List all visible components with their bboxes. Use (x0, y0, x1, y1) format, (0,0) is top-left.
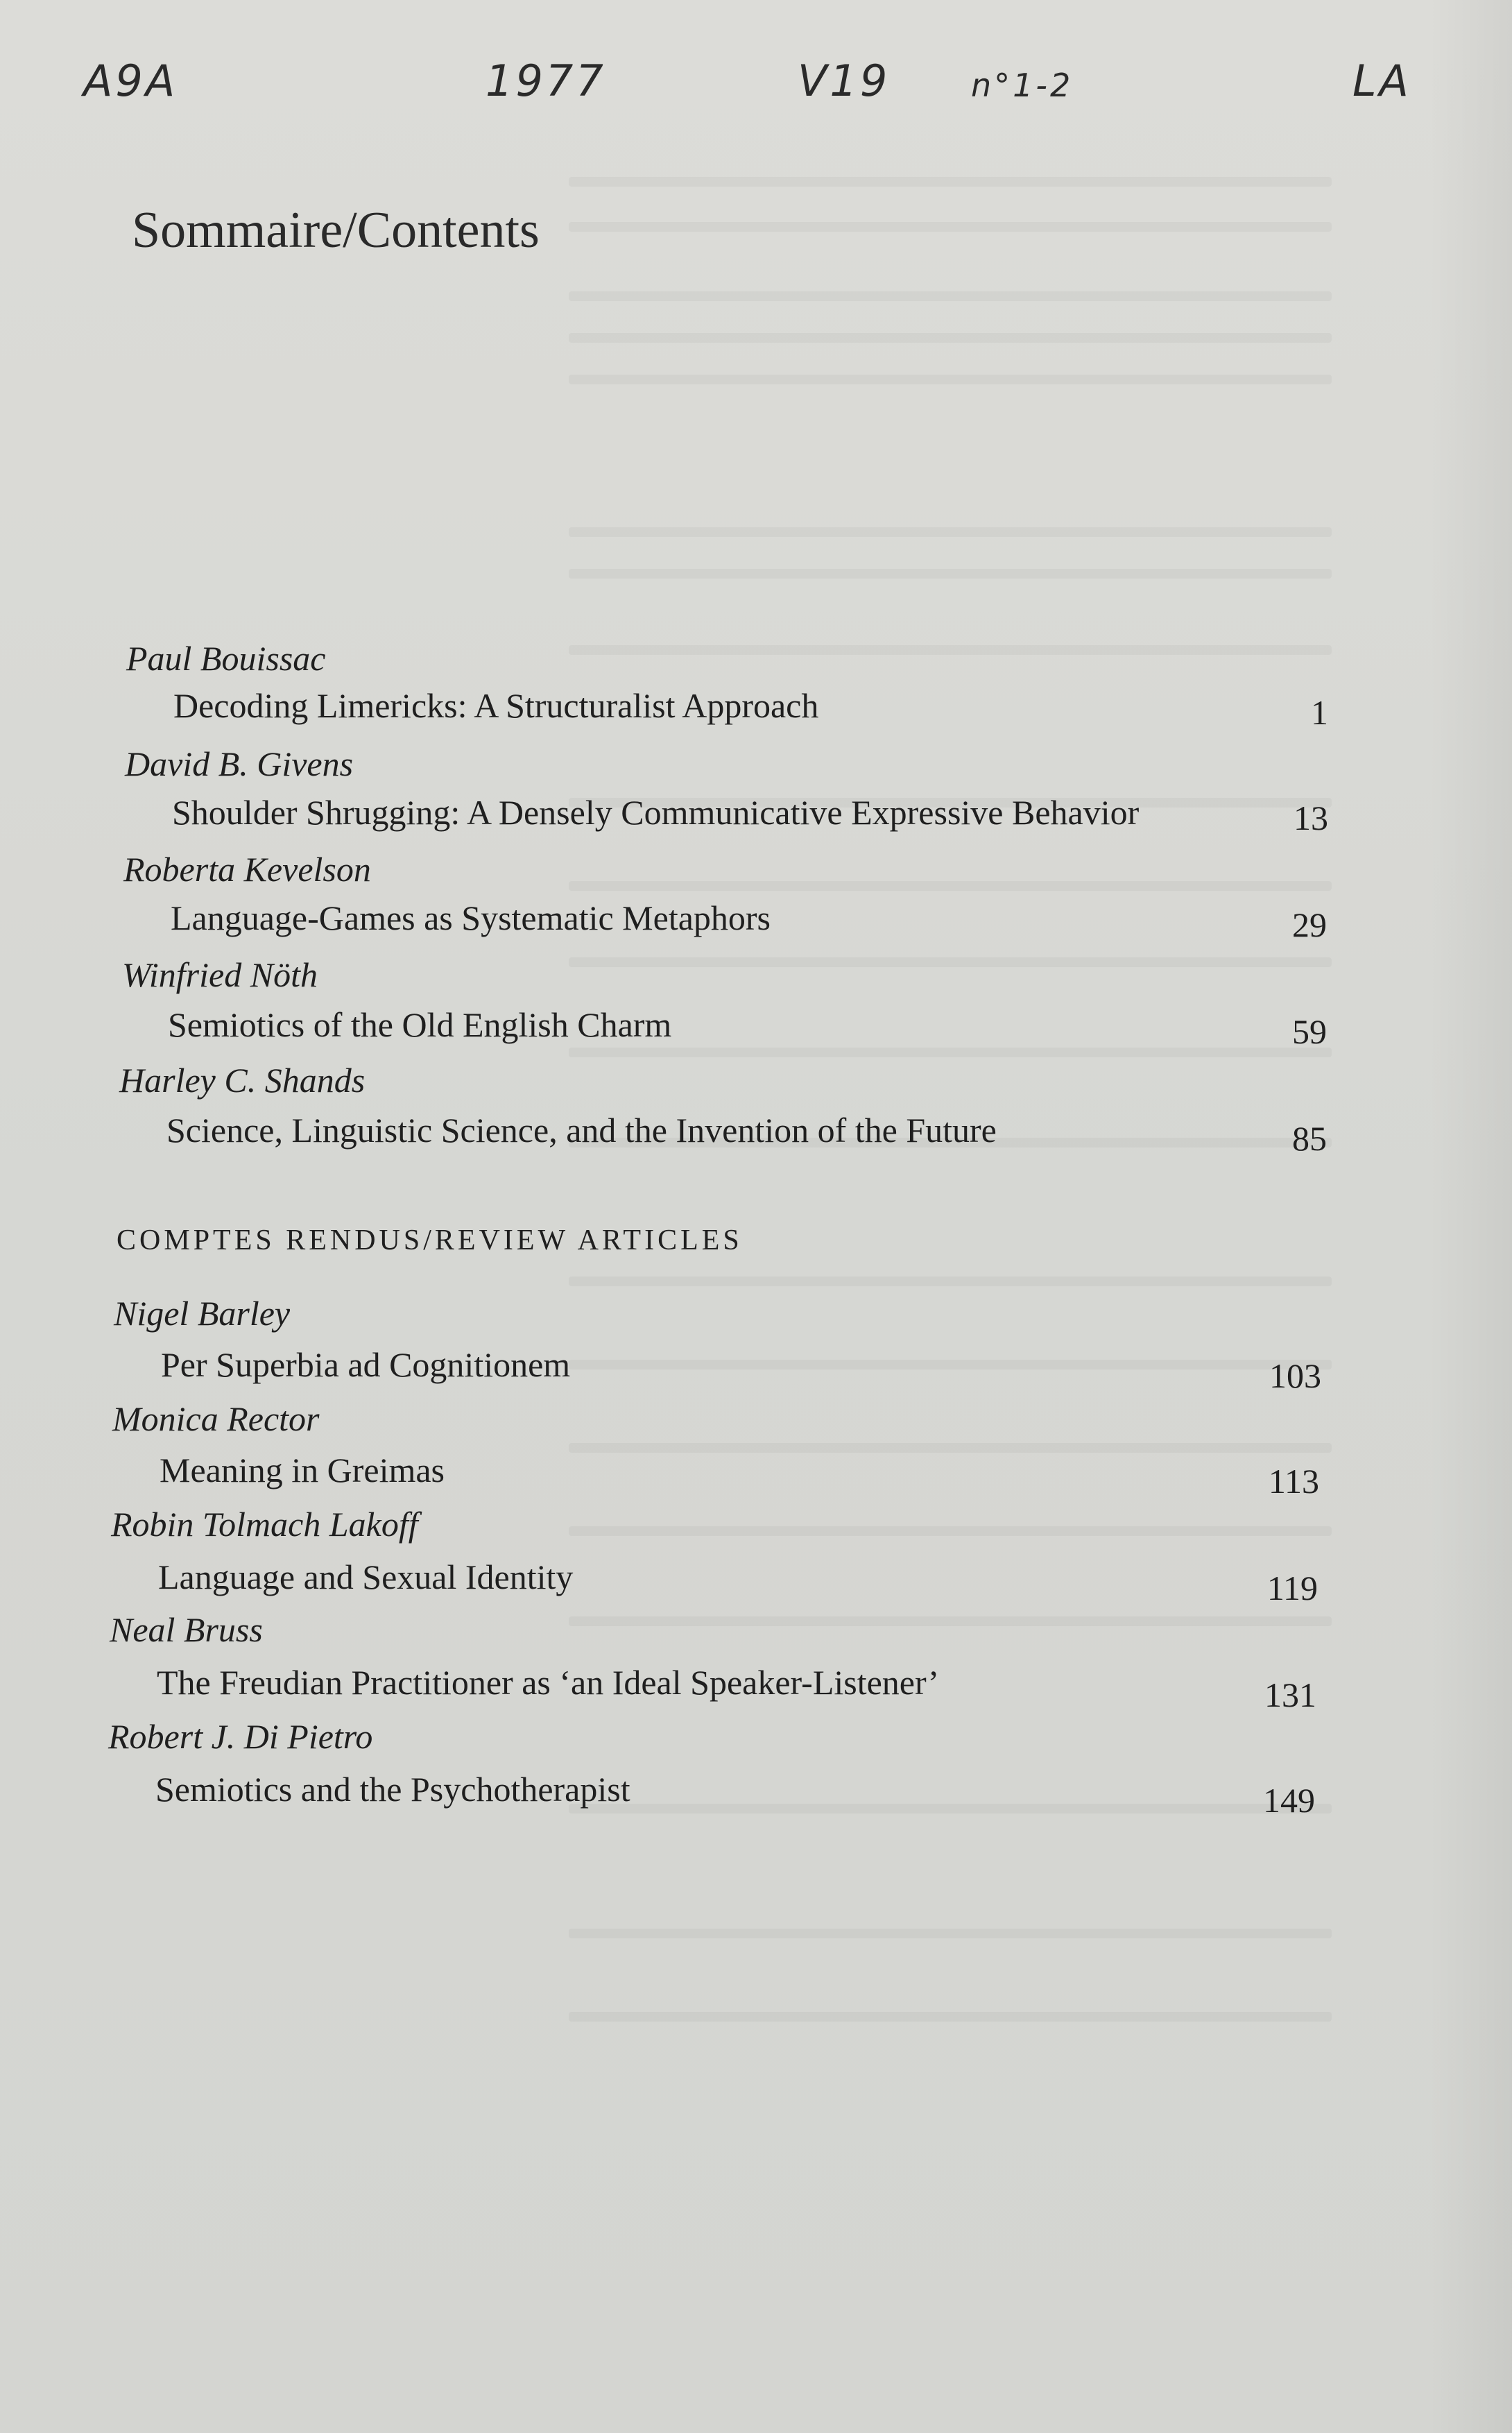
page-title: Sommaire/Contents (132, 201, 540, 259)
article-page-number: 13 (1294, 799, 1328, 837)
bleed-through (569, 569, 1332, 579)
page-shadow (1429, 0, 1512, 2433)
bleed-through (569, 333, 1332, 343)
review-author: Robert J. Di Pietro (108, 1717, 373, 1756)
review-author: Robin Tolmach Lakoff (111, 1505, 418, 1544)
article-author: Roberta Kevelson (123, 850, 371, 889)
handwritten-mark: V19 (798, 56, 891, 106)
bleed-through (569, 1929, 1332, 1938)
article-page-number: 59 (1292, 1012, 1327, 1051)
bleed-through (569, 1526, 1332, 1536)
bleed-through (569, 1048, 1332, 1057)
article-author: David B. Givens (125, 744, 354, 783)
review-title: Meaning in Greimas (160, 1451, 445, 1489)
review-page-number: 149 (1263, 1781, 1315, 1820)
article-author: Paul Bouissac (126, 639, 326, 678)
review-title: Language and Sexual Identity (158, 1557, 574, 1596)
article-title: Decoding Limericks: A Structuralist Approach (173, 686, 819, 725)
handwritten-mark: LA (1352, 56, 1411, 106)
article-title: Language-Games as Systematic Metaphors (171, 898, 771, 937)
article-page-number: 1 (1311, 693, 1328, 732)
review-title: The Freudian Practitioner as ‘an Ideal Speaker-Listener’ (157, 1663, 940, 1702)
review-author: Monica Rector (112, 1399, 320, 1438)
article-page-number: 29 (1292, 905, 1327, 944)
bleed-through (569, 1443, 1332, 1453)
bleed-through (569, 222, 1332, 232)
bleed-through (569, 375, 1332, 384)
article-author: Winfried Nöth (122, 955, 318, 994)
bleed-through (569, 291, 1332, 301)
bleed-through (569, 1804, 1332, 1813)
bleed-through (569, 1277, 1332, 1286)
bleed-through (569, 177, 1332, 187)
article-title: Shoulder Shrugging: A Densely Communicative Expressive Behavior (172, 793, 1140, 832)
review-page-number: 103 (1269, 1356, 1321, 1395)
review-author: Neal Bruss (110, 1610, 263, 1649)
bleed-through (569, 1360, 1332, 1369)
review-page-number: 119 (1266, 1569, 1318, 1607)
bleed-through (569, 527, 1332, 537)
section-heading: COMPTES RENDUS/REVIEW ARTICLES (117, 1224, 743, 1256)
review-page-number: 131 (1264, 1675, 1316, 1714)
review-page-number: 113 (1268, 1462, 1319, 1501)
review-author: Nigel Barley (114, 1294, 291, 1333)
handwritten-mark: 1977 (486, 56, 606, 106)
review-title: Semiotics and the Psychotherapist (155, 1770, 630, 1809)
article-title: Semiotics of the Old English Charm (168, 1005, 672, 1044)
article-author: Harley C. Shands (119, 1061, 366, 1100)
bleed-through (569, 645, 1332, 655)
handwritten-mark: n°1-2 (971, 67, 1074, 104)
article-title: Science, Linguistic Science, and the Invention of the Future (166, 1111, 997, 1150)
bleed-through (569, 957, 1332, 967)
review-title: Per Superbia ad Cognitionem (161, 1345, 571, 1384)
handwritten-mark: A9A (83, 56, 178, 106)
bleed-through (569, 1616, 1332, 1626)
article-page-number: 85 (1292, 1119, 1327, 1158)
bleed-through (569, 2012, 1332, 2022)
bleed-through (569, 881, 1332, 891)
